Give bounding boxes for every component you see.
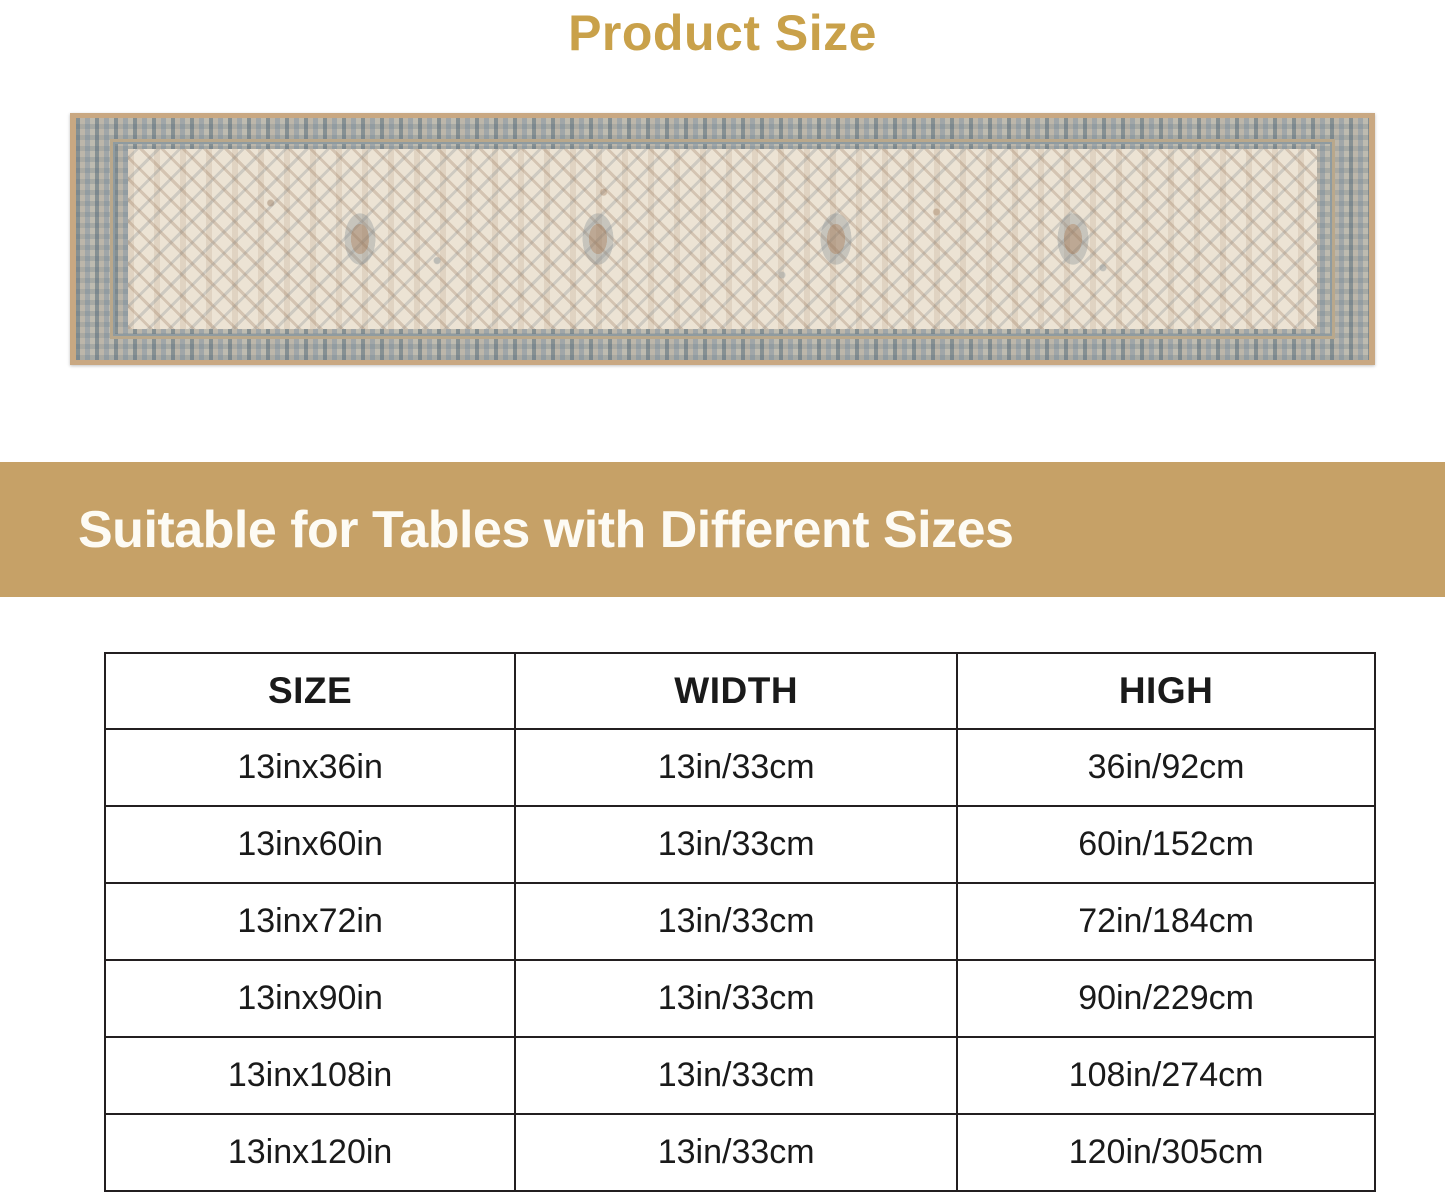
column-header-width: WIDTH [515, 653, 957, 729]
cell-width: 13in/33cm [515, 960, 957, 1037]
runner-medallion [1055, 209, 1091, 269]
cell-high: 120in/305cm [957, 1114, 1375, 1191]
column-header-size: SIZE [105, 653, 515, 729]
cell-width: 13in/33cm [515, 1114, 957, 1191]
cell-size: 13inx120in [105, 1114, 515, 1191]
table-header-row [105, 653, 1375, 729]
runner-medallion [818, 209, 854, 269]
product-image [70, 113, 1375, 365]
cell-width: 13in/33cm [515, 883, 957, 960]
runner-field-pattern [128, 149, 1317, 329]
cell-width: 13in/33cm [515, 729, 957, 806]
cell-width: 13in/33cm [515, 1037, 957, 1114]
runner-medallion [580, 209, 616, 269]
table-row [105, 960, 1375, 1037]
cell-high: 108in/274cm [957, 1037, 1375, 1114]
cell-size: 13inx36in [105, 729, 515, 806]
size-table [104, 652, 1376, 1192]
table-row [105, 1037, 1375, 1114]
table-row [105, 883, 1375, 960]
cell-size: 13inx108in [105, 1037, 515, 1114]
table-runner-illustration [70, 113, 1375, 365]
size-table-wrapper [104, 652, 1376, 1192]
cell-size: 13inx90in [105, 960, 515, 1037]
cell-size: 13inx72in [105, 883, 515, 960]
cell-high: 36in/92cm [957, 729, 1375, 806]
table-row [105, 806, 1375, 883]
page-title: Product Size [568, 5, 877, 61]
banner-text: Suitable for Tables with Different Sizes [78, 500, 1014, 559]
cell-high: 90in/229cm [957, 960, 1375, 1037]
table-row [105, 1114, 1375, 1191]
cell-size: 13inx60in [105, 806, 515, 883]
cell-width: 13in/33cm [515, 806, 957, 883]
cell-high: 72in/184cm [957, 883, 1375, 960]
column-header-high: HIGH [957, 653, 1375, 729]
runner-medallion [342, 209, 378, 269]
cell-high: 60in/152cm [957, 806, 1375, 883]
table-row [105, 729, 1375, 806]
banner [0, 462, 1445, 597]
